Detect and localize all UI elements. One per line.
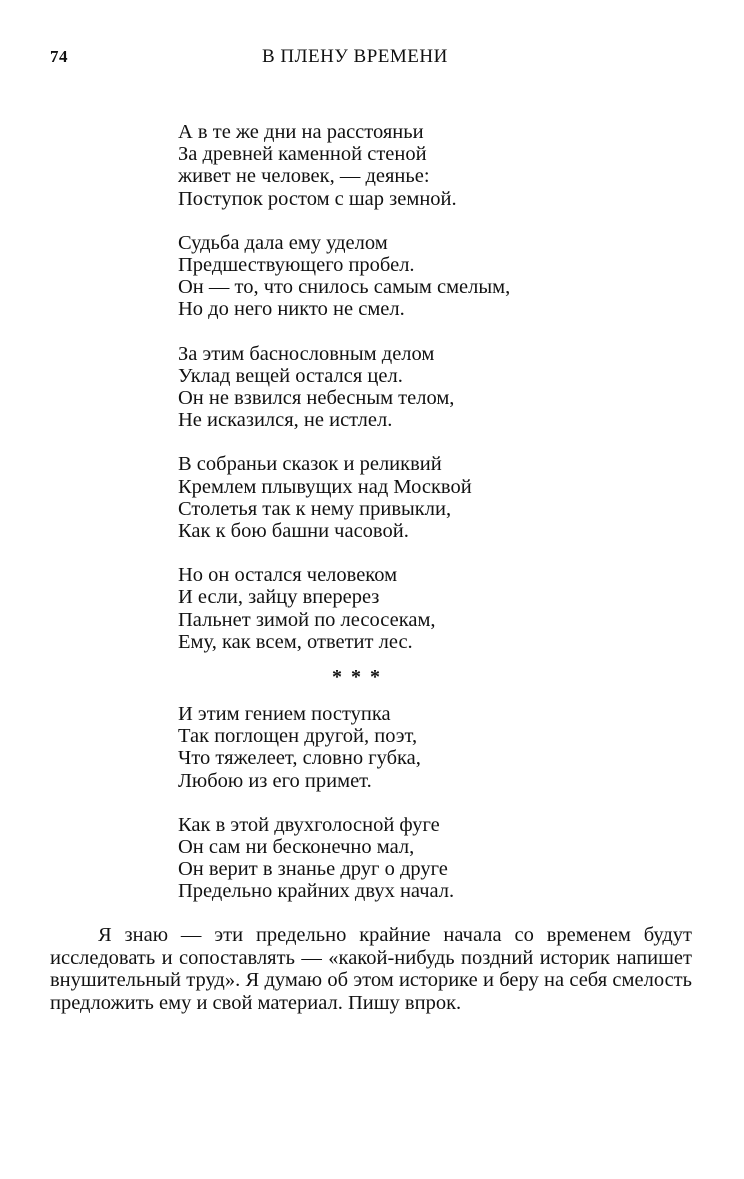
running-title: В ПЛЕНУ ВРЕМЕНИ [262,46,448,67]
section-separator: *** [332,666,389,688]
prose-paragraph: Я знаю — эти предельно крайние начала со временем будут исследовать и сопоставлять — «какой-нибудь поздний историк напишет внушительный труд». Я думаю об этом историке и беру на себя смелость предложить ему и свой материал. Пишу впрок. [50,924,692,1014]
poem-line: А в те же дни на расстояньи [178,121,424,143]
poem-line: Ему, как всем, ответит лес. [178,630,413,653]
poem-line: Уклад вещей остался цел. [178,364,403,387]
poem-line: Судьба дала ему уделом [178,231,388,254]
poem-line: Не исказился, не истлел. [178,409,393,432]
page-number: 74 [50,47,68,66]
poem-line: Поступок ростом с шар земной. [178,187,457,210]
poem-line: Столетья так к нему привыкли, [178,497,452,520]
stanza [178,814,598,903]
poem-line: Но до него никто не смел. [178,298,405,321]
poem-line: Что тяжелеет, словно губка, [178,747,421,770]
poem-line: Предельно крайних двух начал. [178,880,455,903]
poem-line: И если, зайцу вперерез [178,586,380,609]
stanza [178,121,598,210]
poem-line: За древней каменной стеной [178,143,427,166]
poem-part-2 [178,703,598,925]
poem-line: Кремлем плывущих над Москвой [178,475,472,498]
poem-line: За этим баснословным делом [178,342,435,365]
poem-line: Как в этой двухголосной фуге [178,813,440,836]
poem-line: Пальнет зимой по лесосекам, [178,608,436,631]
poem-line: Как к бою башни часовой. [178,520,409,543]
poem-line: Так поглощен другой, поэт, [178,725,418,748]
poem-line: живет не человек, — деянье: [178,165,430,188]
stanza [178,343,598,432]
poem-line: И этим гением поступка [178,703,391,725]
stanza [178,453,598,542]
poem-part-1 [178,121,598,675]
poem-line: Но он остался человеком [178,564,398,587]
poem-line: Любою из его примет. [178,769,372,792]
poem-line: Он сам ни бесконечно мал, [178,836,415,859]
stanza [178,232,598,321]
stanza [178,703,598,792]
poem-line: Он верит в знанье друг о друге [178,858,448,881]
poem-line: Он не взвился небесным телом, [178,387,455,410]
stanza [178,564,598,653]
poem-line: Предшествующего пробел. [178,254,415,277]
poem-line: Он — то, что снилось самым смелым, [178,276,511,299]
poem-line: В собраньи сказок и реликвий [178,453,442,476]
